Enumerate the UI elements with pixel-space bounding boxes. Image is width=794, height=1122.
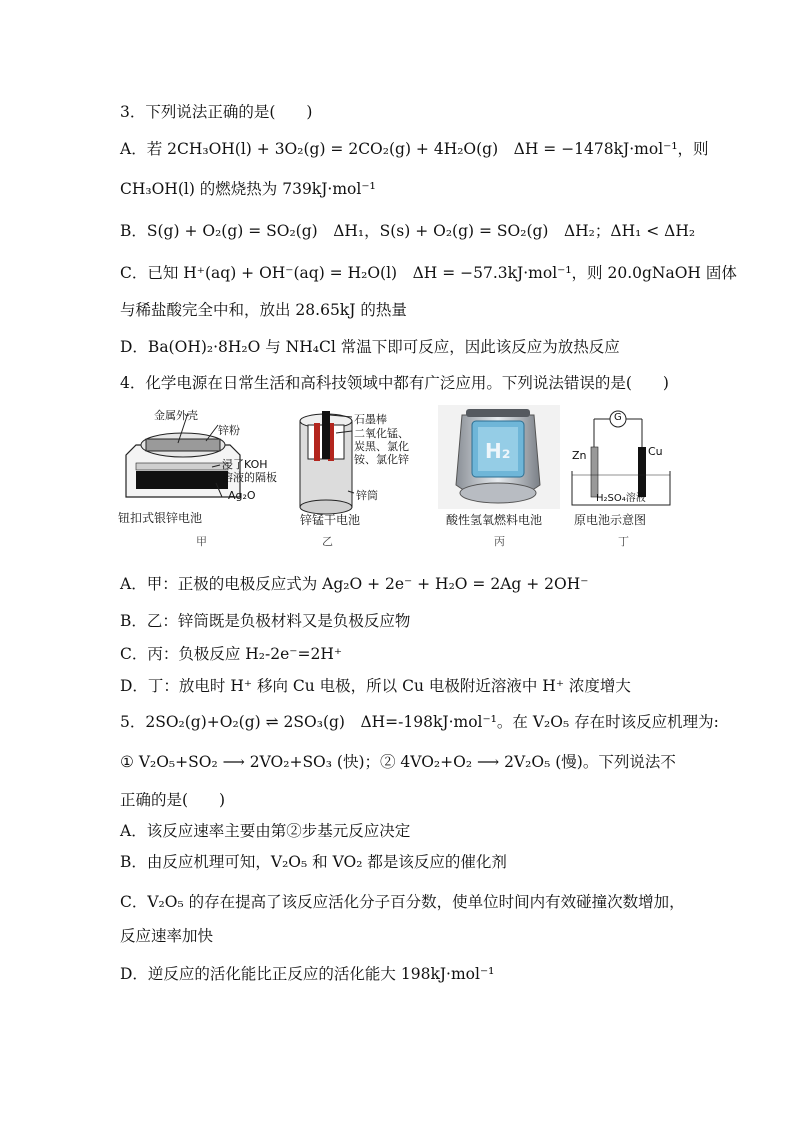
label-ag2o: Ag₂O [228, 489, 256, 502]
q3-option-c-line1: C．已知 H⁺(aq) + OH⁻(aq) = H₂O(l) ΔH = −57.3kJ·mol⁻¹，则 20.0gNaOH 固体 [120, 264, 737, 282]
q3-stem: 3．下列说法正确的是( ) [120, 103, 313, 121]
label-zinc-powder: 锌粉 [218, 424, 240, 437]
q5-option-d: D．逆反应的活化能比正反应的活化能大 198kJ·mol⁻¹ [120, 965, 495, 983]
fuel-cell-diagram [438, 405, 560, 525]
figure-button-cell [118, 405, 288, 550]
q3-option-c-line2: 与稀盐酸完全中和，放出 28.65kJ 的热量 [120, 301, 407, 319]
q3-option-a-line1: A．若 2CH₃OH(l) + 3O₂(g) = 2CO₂(g) + 4H₂O(g) ΔH = −1478kJ·mol⁻¹，则 [120, 140, 709, 158]
label-zinc-can: 锌筒 [356, 489, 378, 502]
q5-option-b: B．由反应机理可知，V₂O₅ 和 VO₂ 都是该反应的催化剂 [120, 853, 507, 871]
q4-stem: 4．化学电源在日常生活和高科技领域中都有广泛应用。下列说法错误的是( ) [120, 374, 669, 392]
caption-dry-cell: 锌锰干电池 [300, 513, 361, 527]
label-metal-shell: 金属外壳 [154, 409, 198, 422]
figure-fuel-cell [438, 405, 560, 550]
label-galvanometer: G [614, 412, 622, 423]
galvanic-cell-diagram [566, 405, 676, 525]
label-paste-1: 二氧化锰、 [354, 427, 409, 440]
q4-option-a: A．甲：正极的电极反应式为 Ag₂O + 2e⁻ + H₂O = 2Ag + 2OH⁻ [120, 575, 589, 593]
q5-stem-line1: 5．2SO₂(g)+O₂(g) ⇌ 2SO₃(g) ΔH=-198kJ·mol⁻¹。在 V₂O₅ 存在时该反应机理为: [120, 713, 719, 731]
caption-fuel-cell: 酸性氢氧燃料电池 [446, 513, 543, 527]
caption-button-cell: 钮扣式银锌电池 [118, 511, 203, 525]
label-h2-on-device: H₂ [485, 439, 511, 463]
q5-stem-line2: ① V₂O₅+SO₂ ⟶ 2VO₂+SO₃ (快)；② 4VO₂+O₂ ⟶ 2V₂O₅ (慢)。下列说法不 [120, 753, 676, 771]
q5-option-c-line1: C．V₂O₅ 的存在提高了该反应活化分子百分数，使单位时间内有效碰撞次数增加， [120, 893, 685, 911]
q3-option-b: B．S(g) + O₂(g) = SO₂(g) ΔH₁，S(s) + O₂(g) = SO₂(g) ΔH₂；ΔH₁ < ΔH₂ [120, 222, 696, 240]
q4-option-b: B．乙：锌筒既是负极材料又是负极反应物 [120, 612, 411, 630]
tag-ding: 丁 [618, 535, 629, 548]
label-paste-3: 铵、氯化锌 [354, 453, 409, 466]
q3-option-d: D．Ba(OH)₂·8H₂O 与 NH₄Cl 常温下即可反应，因此该反应为放热反应 [120, 338, 620, 356]
caption-galvanic-cell: 原电池示意图 [574, 513, 647, 527]
q3-option-a-line2: CH₃OH(l) 的燃烧热为 739kJ·mol⁻¹ [120, 180, 376, 198]
q5-stem-line3: 正确的是( ) [120, 791, 226, 809]
label-h2so4-solution: H₂SO₄溶液 [596, 493, 646, 504]
label-koh-separator-2: 溶液的隔板 [222, 471, 277, 484]
figure-galvanic-cell [566, 405, 676, 550]
tag-jia: 甲 [196, 535, 207, 548]
q5-option-c-line2: 反应速率加快 [120, 927, 214, 945]
tag-bing: 丙 [494, 535, 505, 548]
tag-yi: 乙 [322, 535, 333, 548]
label-graphite-rod: 石墨棒 [354, 413, 387, 426]
q4-option-c: C．丙：负极反应 H₂-2e⁻=2H⁺ [120, 645, 343, 663]
label-paste-2: 炭黑、氯化 [354, 440, 409, 453]
q5-option-a: A．该反应速率主要由第②步基元反应决定 [120, 822, 411, 840]
figure-dry-cell [290, 405, 430, 550]
label-koh-separator-1: 浸了KOH [222, 458, 268, 471]
label-zn-electrode: Zn [572, 449, 587, 462]
q4-option-d: D．丁：放电时 H⁺ 移向 Cu 电极，所以 Cu 电极附近溶液中 H⁺ 浓度增大 [120, 677, 631, 695]
label-cu-electrode: Cu [648, 445, 663, 458]
